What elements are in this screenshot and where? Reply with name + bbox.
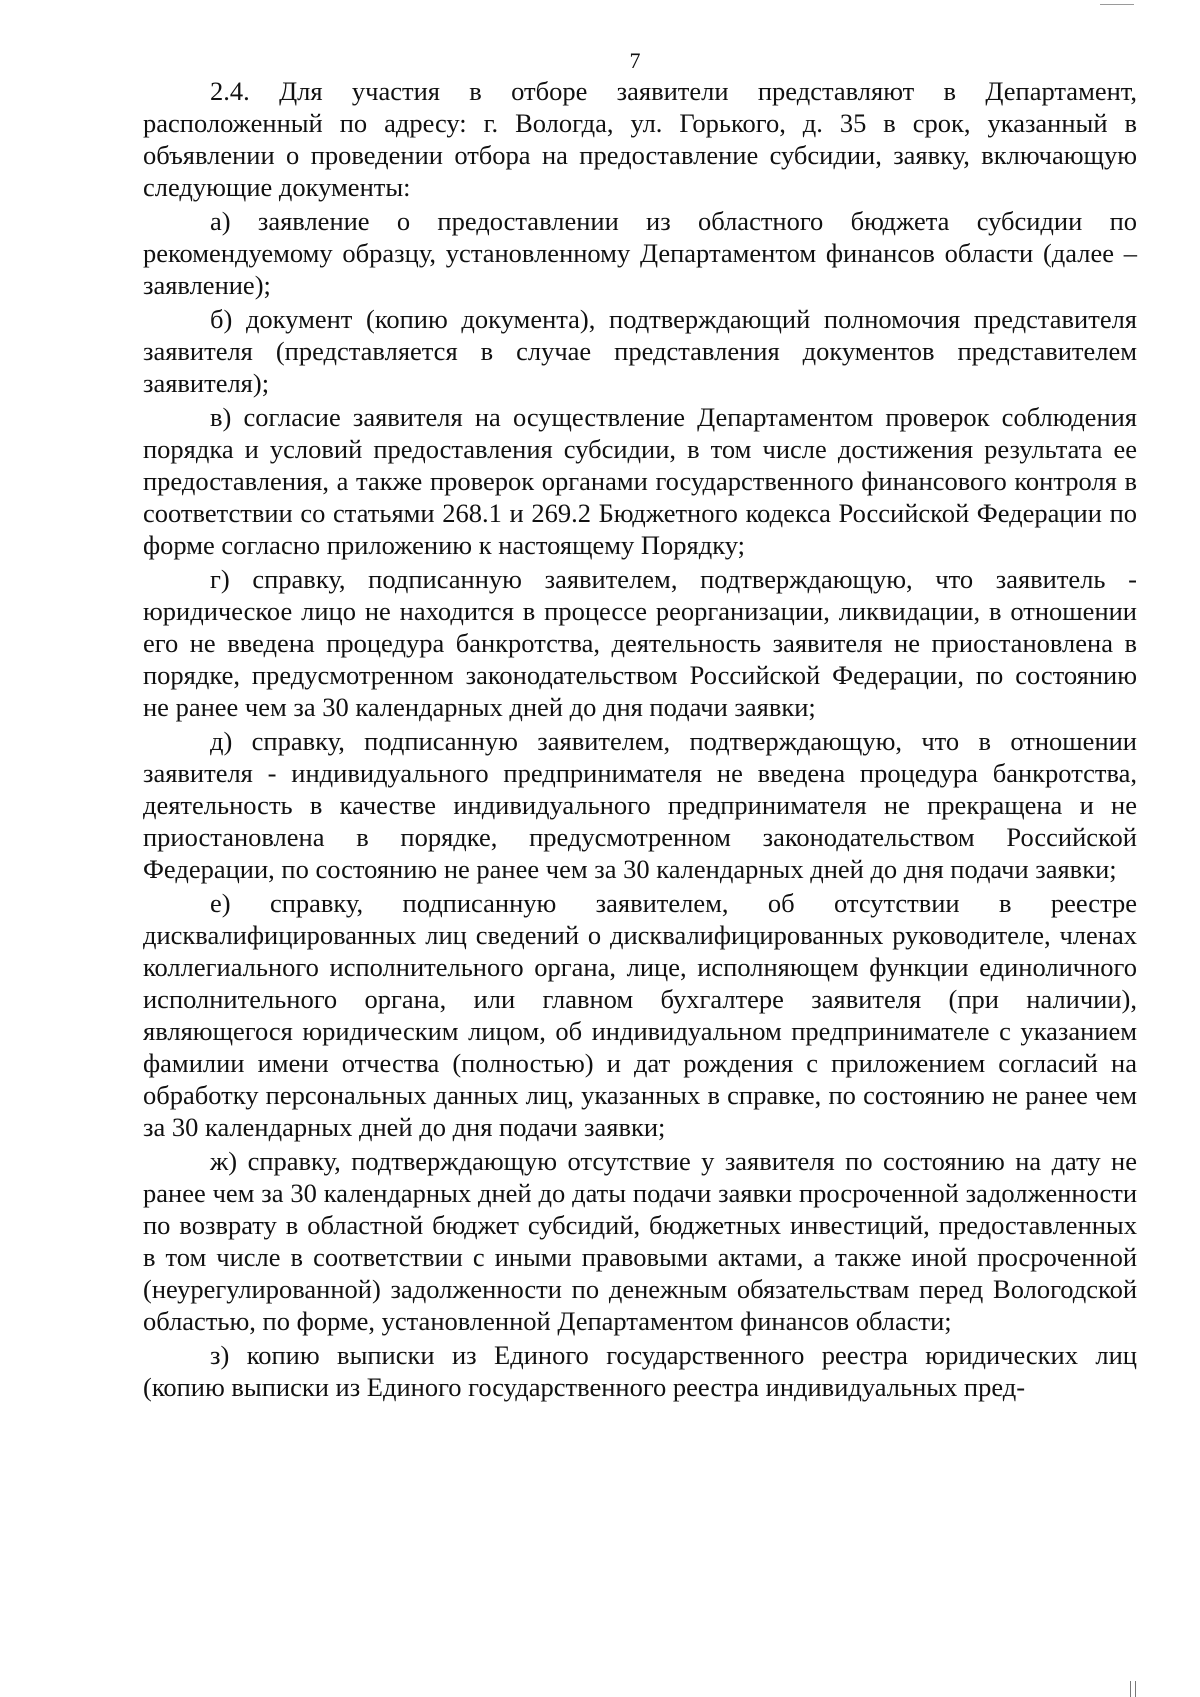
page-number: 7 (629, 48, 641, 73)
paragraph-item-e: е) справку, подписанную заявителем, об отсутствии в реестре дисквалифицированных лиц сведений о дисквалифицированных руководителе, членах коллегиального исполнительного органа, лице, исполняющем функции единоличного исполнительного органа, или главном бухгалтере заявителя (при наличии), являющегося юридическим лицом, об индивидуальном предпринимателе с указанием фамилии имени отчества (полностью) и дат рождения с приложением согласий на обработку персональных данных лиц, указанных в справке, по состоянию не ранее чем за 30 календарных дней до дня подачи заявки; (143, 888, 1137, 1142)
paragraph-item-a: а) заявление о предоставлении из областного бюджета субсидии по рекомендуемому образцу, установленному Департаментом финансов области (далее – заявление); (143, 206, 1137, 300)
paragraph-item-v: в) согласие заявителя на осуществление Департаментом проверок соблюдения порядка и условий предоставления субсидии, в том числе достижения результата ее предоставления, а также проверок органами государственного финансового контроля в соответствии со статьями 268.1 и 269.2 Бюджетного кодекса Российской Федерации по форме согласно приложению к настоящему Порядку; (143, 402, 1137, 560)
scan-bottom-mark (1130, 1681, 1136, 1697)
paragraph-item-z: з) копию выписки из Единого государственного реестра юридических лиц (копию выписки из Единого государственного реестра индивидуальных пред- (143, 1340, 1137, 1402)
paragraph-item-g: г) справку, подписанную заявителем, подтверждающую, что заявитель - юридическое лицо не находится в процессе реорганизации, ликвидации, в отношении его не введена процедура банкротства, деятельность заявителя не приостановлена в порядке, предусмотренном законодательством Российской Федерации, по состоянию не ранее чем за 30 календарных дней до дня подачи заявки; (143, 564, 1137, 722)
paragraph-2-4: 2.4. Для участия в отборе заявители представляют в Департамент, расположенный по адресу: г. Вологда, ул. Горького, д. 35 в срок, указанный в объявлении о проведении отбора на предоставление субсидии, заявку, включающую следующие документы: (143, 76, 1137, 202)
scan-corner-mark (1100, 0, 1134, 5)
paragraph-item-b: б) документ (копию документа), подтверждающий полномочия представителя заявителя (представляется в случае представления документов представителем заявителя); (143, 304, 1137, 398)
paragraph-item-d: д) справку, подписанную заявителем, подтверждающую, что в отношении заявителя - индивидуального предпринимателя не введена процедура банкротства, деятельность в качестве индивидуального предпринимателя не прекращена и не приостановлена в порядке, предусмотренном законодательством Российской Федерации, по состоянию не ранее чем за 30 календарных дней до дня подачи заявки; (143, 726, 1137, 884)
document-body (143, 75, 1137, 1403)
paragraph-item-zh: ж) справку, подтверждающую отсутствие у заявителя по состоянию на дату не ранее чем за 30 календарных дней до даты подачи заявки просроченной задолженности по возврату в областной бюджет субсидий, бюджетных инвестиций, предоставленных в том числе в соответствии с иными правовыми актами, а также иной просроченной (неурегулированной) задолженности по денежным обязательствам перед Вологодской областью, по форме, установленной Департаментом финансов области; (143, 1146, 1137, 1336)
